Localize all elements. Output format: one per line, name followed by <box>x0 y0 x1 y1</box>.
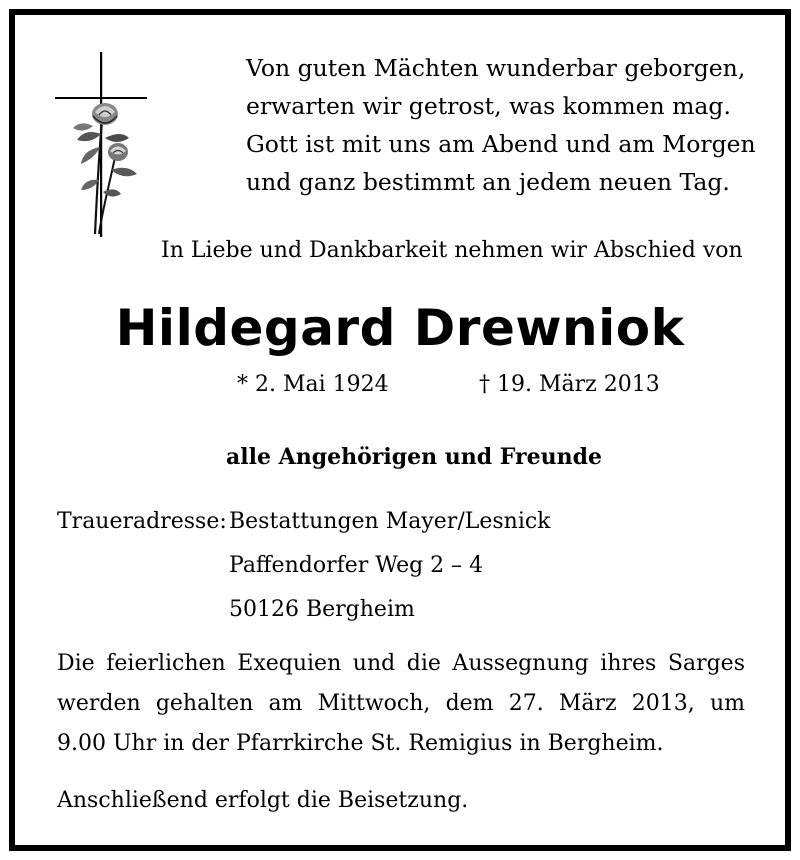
address-line: Paffendorfer Weg 2 – 4 <box>229 553 484 578</box>
obituary-notice <box>9 9 791 851</box>
ceremony-line: werden gehalten am Mittwoch, dem 27. März 2013, um <box>57 691 745 716</box>
poem-line: und ganz bestimmt an jedem neuen Tag. <box>246 168 730 196</box>
cross-with-rose-icon <box>55 52 150 237</box>
address-line: 50126 Bergheim <box>229 597 415 622</box>
deceased-name: Hildegard Drewniok <box>115 299 685 357</box>
ceremony-line: 9.00 Uhr in der Pfarrkirche St. Remigius in Bergheim. <box>57 731 664 756</box>
poem-line: Von guten Mächten wunderbar geborgen, <box>246 54 746 82</box>
poem-line: erwarten wir getrost, was kommen mag. <box>246 92 731 120</box>
address-label: Traueradresse: <box>57 509 227 534</box>
closing-text: Anschließend erfolgt die Beisetzung. <box>57 788 469 813</box>
poem <box>246 49 756 201</box>
intro-text: In Liebe und Dankbarkeit nehmen wir Abschied von <box>161 238 743 263</box>
birth-date: * 2. Mai 1924 <box>237 372 389 397</box>
ceremony-paragraph <box>57 644 745 764</box>
poem-line: Gott ist mit uns am Abend und am Morgen <box>246 130 756 158</box>
address-line: Bestattungen Mayer/Lesnick <box>229 509 551 534</box>
mourners-line: alle Angehörigen und Freunde <box>226 444 602 470</box>
death-date: † 19. März 2013 <box>479 372 660 397</box>
ceremony-line: Die feierlichen Exequien und die Aussegnung ihres Sarges <box>57 651 745 676</box>
